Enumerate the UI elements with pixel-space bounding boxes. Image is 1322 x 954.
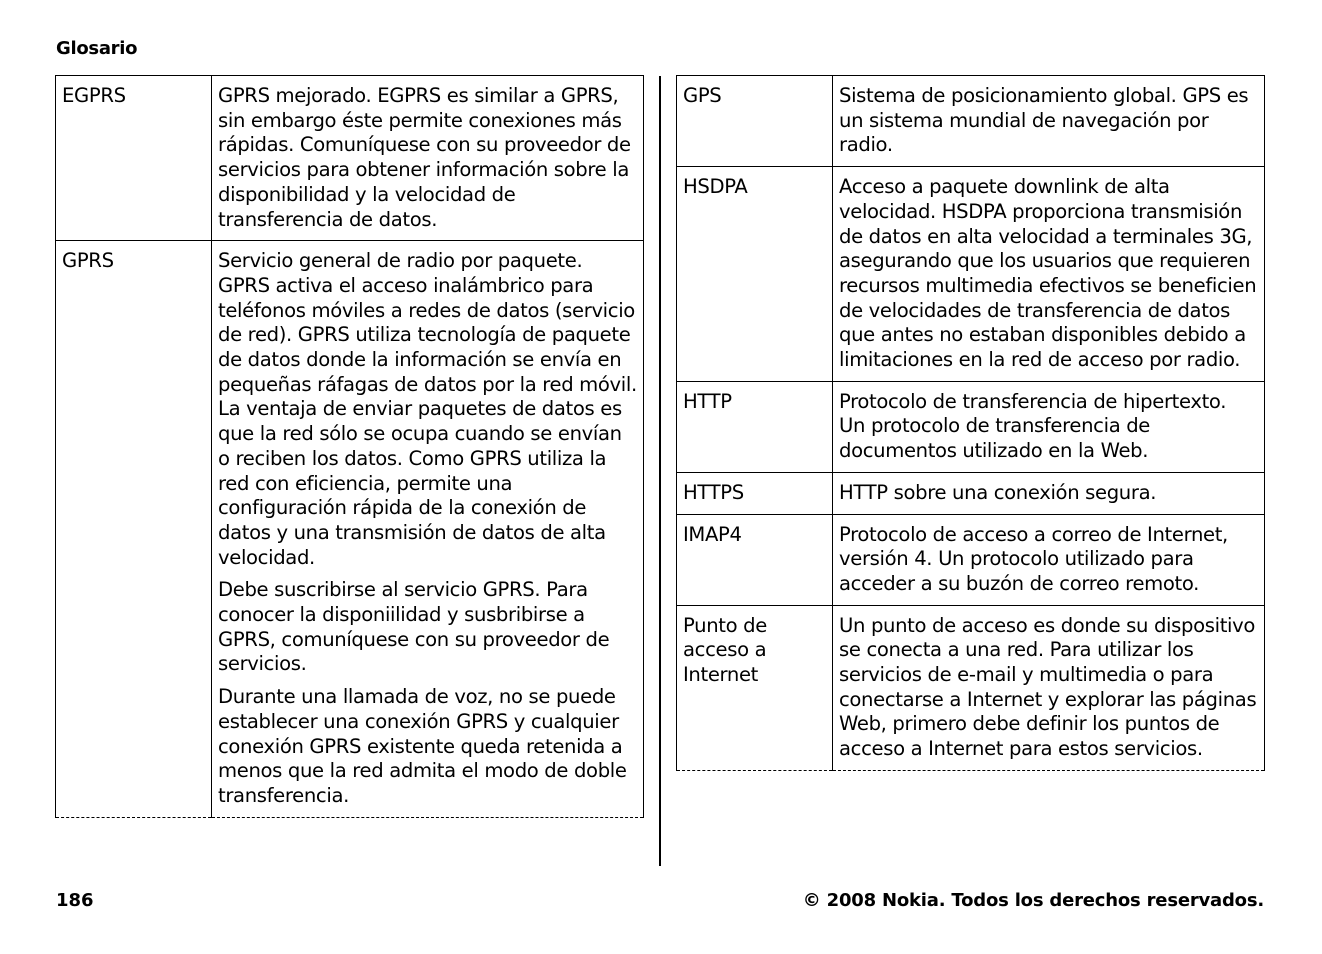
definition-paragraph: Acceso a paquete downlink de alta velocidad. HSDPA proporciona transmisión de datos en alta velocidad a terminales 3G, asegurando que los usuarios que requieren recursos multimedia efectivos se beneficien de velocidades de transferencia de datos que antes no estaban disponibles debido a limitaciones en la red de acceso por radio. <box>839 175 1257 372</box>
definition-paragraph: Durante una llamada de voz, no se puede establecer una conexión GPRS y cualquier conexión GPRS existente queda retenida a menos que la red admita el modo de doble transferencia. <box>218 685 627 807</box>
definition-paragraph: GPRS mejorado. EGPRS es similar a GPRS, sin embargo éste permite conexiones más rápidas. Comuníquese con su proveedor de servicios para obtener información sobre la disponibilidad y la velocidad de transferencia de datos. <box>218 84 631 231</box>
glossary-term: GPS <box>677 76 833 167</box>
glossary-definition <box>833 76 1265 167</box>
glossary-term: GPRS <box>56 241 212 817</box>
glossary-definition <box>833 605 1265 770</box>
definition-paragraph: Un punto de acceso es donde su dispositivo se conecta a una red. Para utilizar los servicios de e-mail y multimedia o para conectarse a Internet y explorar las páginas Web, primero debe definir los puntos de acceso a Internet para estos servicios. <box>839 613 1257 761</box>
column-divider <box>659 76 661 866</box>
glossary-definition <box>833 167 1265 382</box>
glossary-term: HTTPS <box>677 472 833 514</box>
definition-paragraph: Protocolo de transferencia de hipertexto. Un protocolo de transferencia de documentos utilizado en la Web. <box>839 389 1227 463</box>
definition-paragraph: Debe suscribirse al servicio GPRS. Para conocer la disponiilidad y susbribirse a GPRS, comuníquese con su proveedor de servicios. <box>218 578 610 676</box>
glossary-row <box>677 76 1265 167</box>
glossary-row <box>56 76 644 241</box>
glossary-row <box>677 514 1265 605</box>
glossary-table-left <box>55 75 644 818</box>
copyright-notice: © 2008 Nokia. Todos los derechos reservados. <box>802 890 1264 911</box>
definition-paragraph: HTTP sobre una conexión segura. <box>839 480 1157 504</box>
glossary-row <box>677 381 1265 472</box>
glossary-definition <box>212 76 644 241</box>
definition-paragraph: Sistema de posicionamiento global. GPS es un sistema mundial de navegación por radio. <box>839 84 1249 157</box>
glossary-term: IMAP4 <box>677 514 833 605</box>
glossary-row <box>56 241 644 817</box>
glossary-definition <box>212 241 644 817</box>
section-header: Glosario <box>56 38 138 59</box>
glossary-definition <box>833 514 1265 605</box>
glossary-term: EGPRS <box>56 76 212 241</box>
glossary-term: Punto de acceso a Internet <box>677 605 833 770</box>
definition-paragraph: Protocolo de acceso a correo de Internet, versión 4. Un protocolo utilizado para acceder a su buzón de correo remoto. <box>839 522 1228 595</box>
page-number: 186 <box>56 890 94 911</box>
glossary-definition <box>833 472 1265 514</box>
definition-paragraph: Servicio general de radio por paquete. GPRS activa el acceso inalámbrico para teléfonos móviles a redes de datos (servicio de red). GPRS utiliza tecnología de paquete de datos donde la información se envía en pequeñas ráfagas de datos por la red móvil. La ventaja de enviar paquetes de datos es que la red sólo se ocupa cuando se envían o reciben los datos. Como GPRS utiliza la red con eficiencia, permite una configuración rápida de la conexión de datos y una transmisión de datos de alta velocidad. <box>218 249 637 569</box>
glossary-table-right <box>676 75 1265 771</box>
glossary-row <box>677 605 1265 770</box>
glossary-row <box>677 167 1265 382</box>
glossary-row <box>677 472 1265 514</box>
glossary-definition <box>833 381 1265 472</box>
glossary-term: HTTP <box>677 381 833 472</box>
glossary-term: HSDPA <box>677 167 833 382</box>
